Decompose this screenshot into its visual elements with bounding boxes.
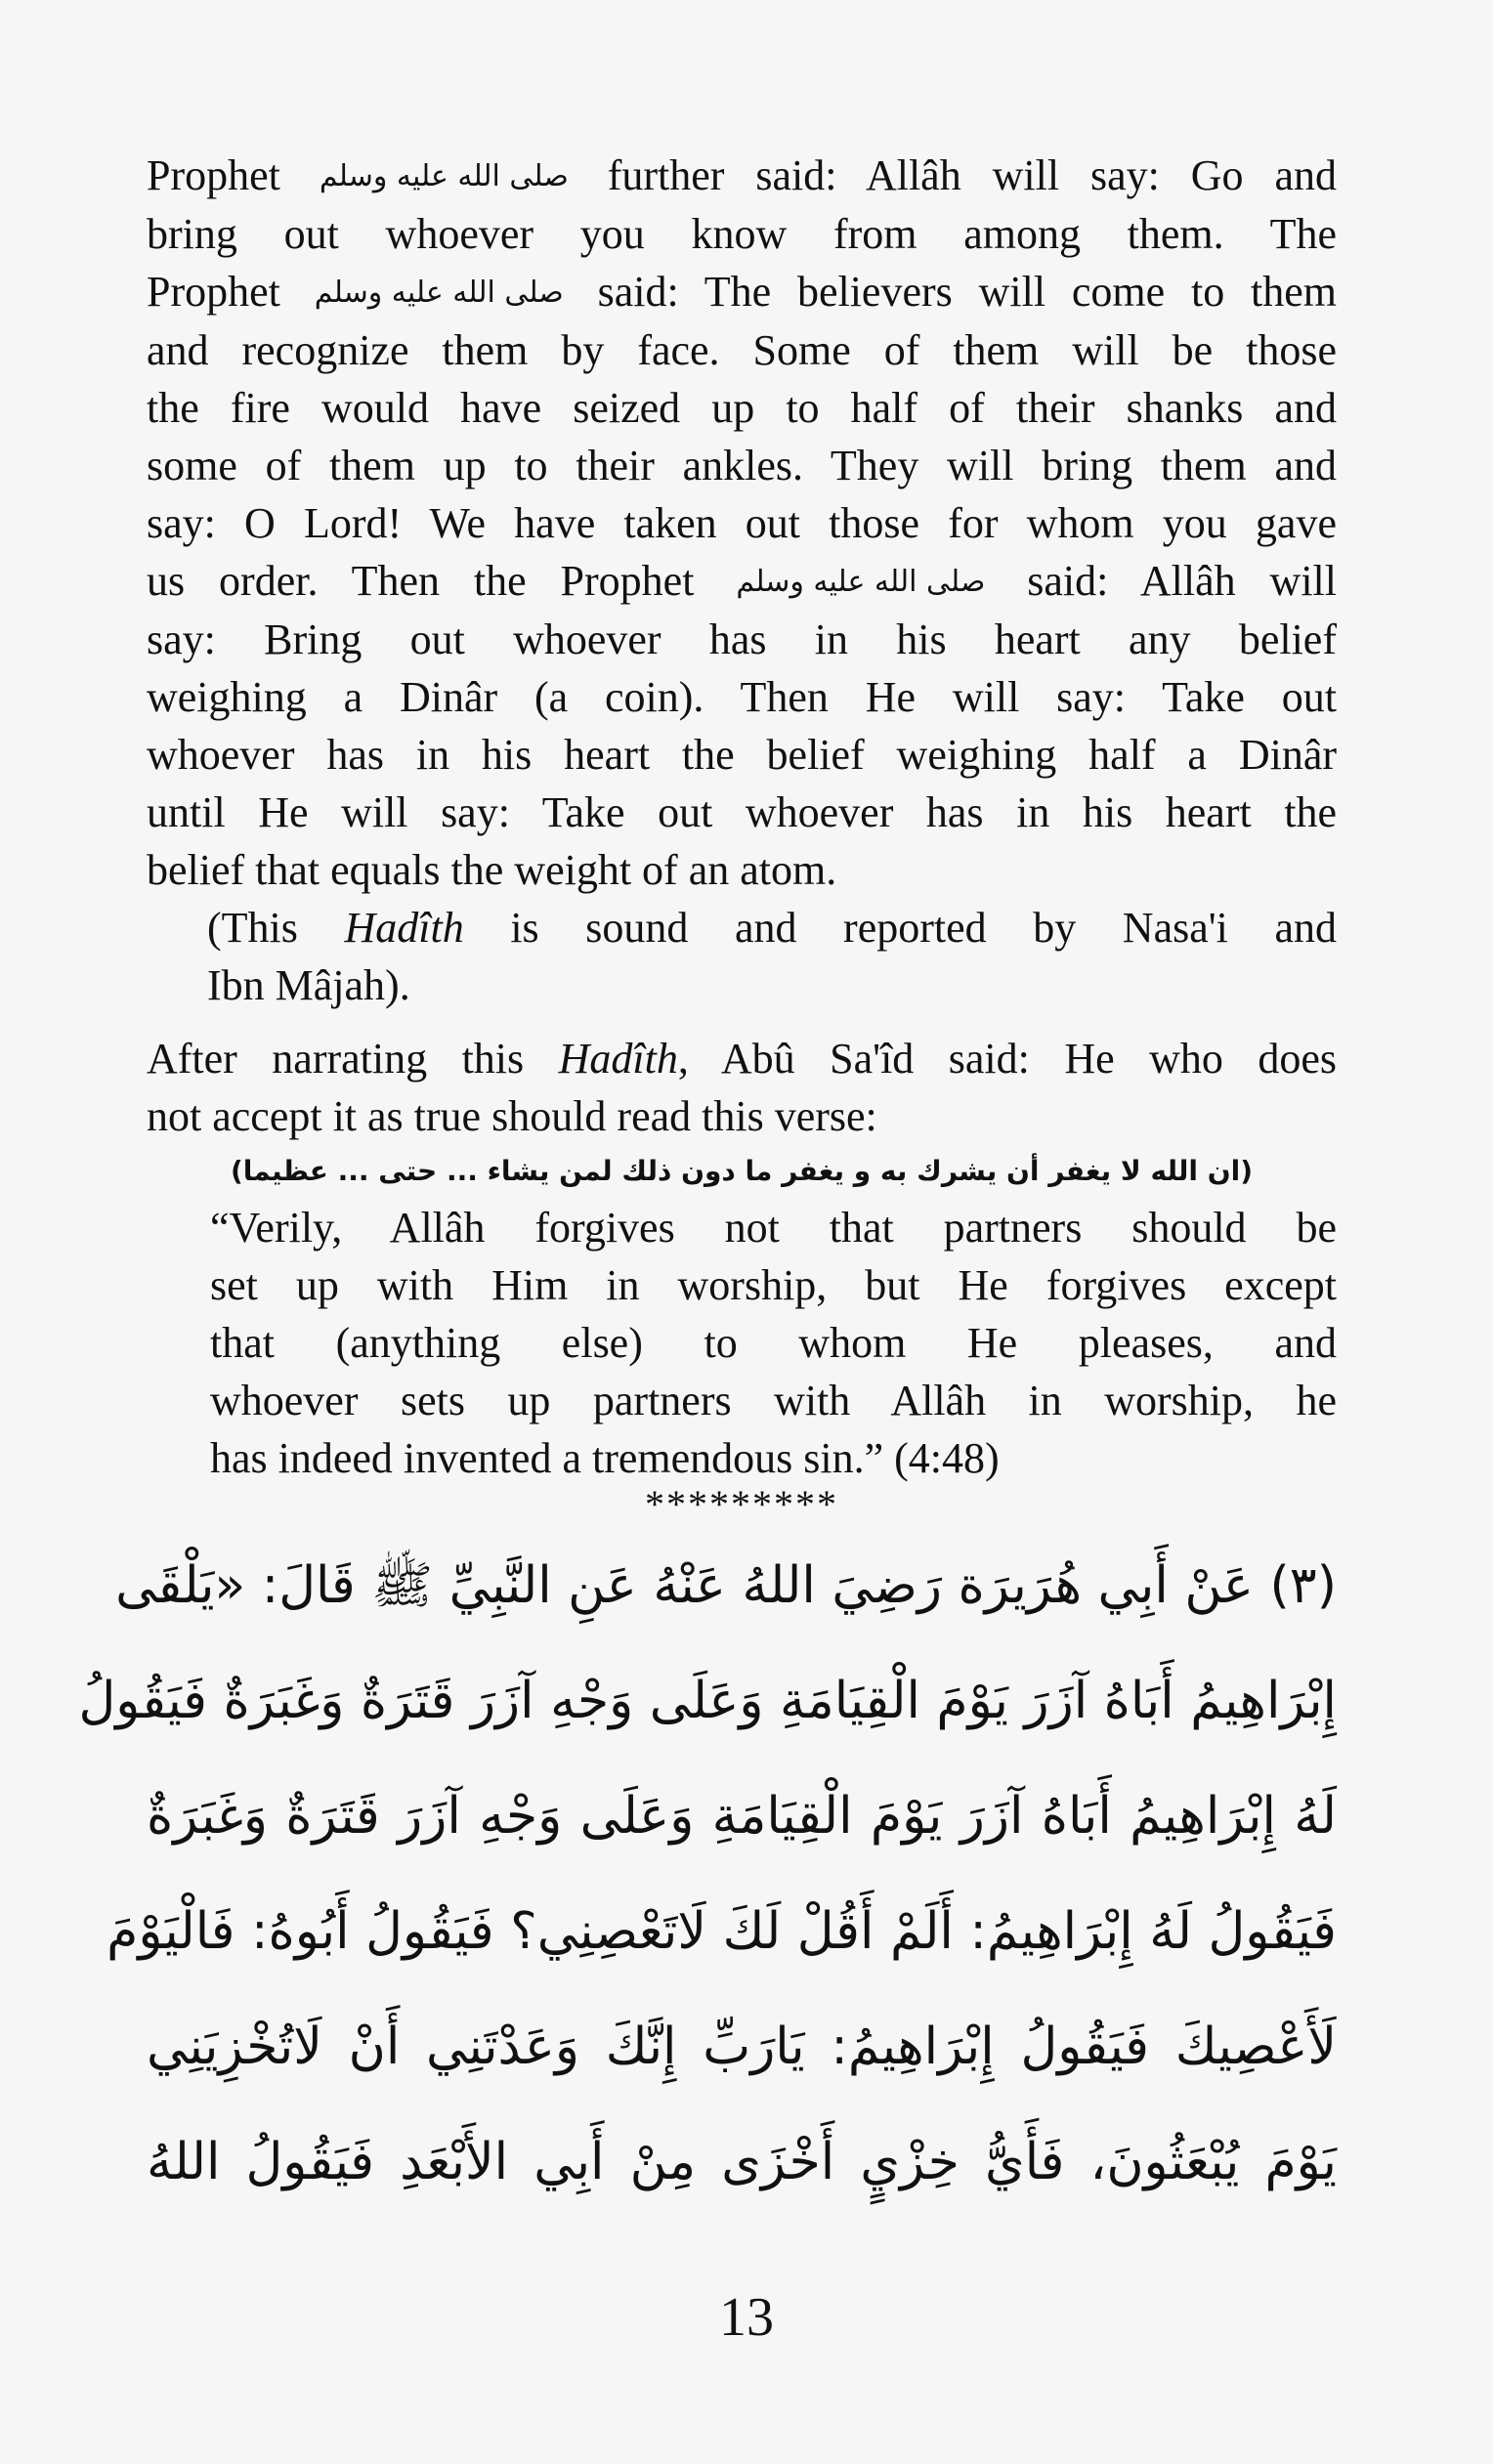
text-line: Prophet صلى الله عليه وسلم further said: Allâh will say: Go and [147, 147, 1337, 205]
text-line: us order. Then the Prophet صلى الله عليه وسلم said: Allâh will [147, 552, 1337, 611]
text-line: that (anything else) to whom He pleases, and [210, 1319, 1337, 1367]
text-line: “Verily, Allâh forgives not that partners should be [210, 1204, 1337, 1252]
text-line: say: Bring out whoever has in his heart any belief [147, 616, 1337, 663]
verse-english [147, 1199, 1337, 1487]
arabic-line: فَيَقُولُ لَهُ إِبْرَاهِيمُ: أَلَمْ أَقُلْ لَكَ لَاتَعْصِنِي؟ فَيَقُولُ أَبُوهُ: فَالْيَوْمَ [107, 1902, 1337, 1961]
salutation-arabic: صلى الله عليه وسلم [319, 159, 569, 193]
salutation-arabic: صلى الله عليه وسلم [736, 565, 986, 599]
text-line: say: O Lord! We have taken out those for whom you gave [147, 499, 1337, 547]
text-line: bring out whoever you know from among them. The [147, 210, 1337, 258]
text-line: Ibn Mâjah). [207, 961, 410, 1009]
salutation-arabic: صلى الله عليه وسلم [314, 276, 564, 310]
text-line: whoever sets up partners with Allâh in worship, he [210, 1377, 1337, 1424]
text-line: After narrating this Hadîth, Abû Sa'îd said: He who does [147, 1035, 1337, 1083]
paragraph-1 [147, 147, 1337, 899]
text-line: weighing a Dinâr (a coin). Then He will say: Take out [147, 673, 1337, 721]
arabic-line: يَوْمَ يُبْعَثُونَ، فَأَيُّ خِزْيٍ أَخْزَى مِنْ أَبِي الأَبْعَدِ فَيَقُولُ اللهُ [147, 2133, 1337, 2191]
text-line: belief that equals the weight of an atom. [147, 846, 837, 894]
paragraph-2 [147, 1030, 1337, 1145]
text-line: has indeed invented a tremendous sin.” (4:48) [210, 1434, 1000, 1482]
arabic-line: لَهُ إِبْرَاهِيمُ أَبَاهُ آزَرَ يَوْمَ الْقِيَامَةِ وَعَلَى وَجْهِ آزَرَ قَتَرَةٌ وَغَبَرَةٌ [147, 1787, 1337, 1846]
text-line: set up with Him in worship, but He forgives except [210, 1261, 1337, 1309]
arabic-hadith [78, 1528, 1337, 2220]
text-line: whoever has in his heart the belief weighing half a Dinâr [147, 731, 1337, 779]
text-line: until He will say: Take out whoever has in his heart the [147, 788, 1337, 836]
text-line: Prophet صلى الله عليه وسلم said: The believers will come to them [147, 263, 1337, 321]
page-number: 13 [719, 2287, 774, 2348]
text-line: not accept it as true should read this verse: [147, 1092, 877, 1140]
verse-arabic: (ان الله لا يغفر أن يشرك به و يغفر ما دون ذلك لمن يشاء ... حتى ... عظيما) [230, 1155, 1254, 1187]
text-line: and recognize them by face. Some of them will be those [147, 326, 1337, 374]
separator: ********* [645, 1482, 838, 1526]
arabic-line: إِبْرَاهِيمُ أَبَاهُ آزَرَ يَوْمَ الْقِيَامَةِ وَعَلَى وَجْهِ آزَرَ قَتَرَةٌ وَغَبَرَةٌ فَيَقُولُ [78, 1672, 1337, 1730]
citation [147, 899, 1337, 1014]
arabic-line: لَأَعْصِيكَ فَيَقُولُ إِبْرَاهِيمُ: يَارَبِّ إِنَّكَ وَعَدْتَنِي أَنْ لَاتُخْزِيَنِي [147, 2018, 1337, 2076]
text-line: the fire would have seized up to half of their shanks and [147, 384, 1337, 432]
arabic-line: (٣) عَنْ أَبِي هُرَيرَة رَضِيَ اللهُ عَنْهُ عَنِ النَّبِيِّ ﷺ قَالَ: «يَلْقَى [115, 1556, 1337, 1615]
text-line: some of them up to their ankles. They will bring them and [147, 442, 1337, 489]
text-line: (This Hadîth is sound and reported by Nasa'i and [207, 904, 1338, 952]
